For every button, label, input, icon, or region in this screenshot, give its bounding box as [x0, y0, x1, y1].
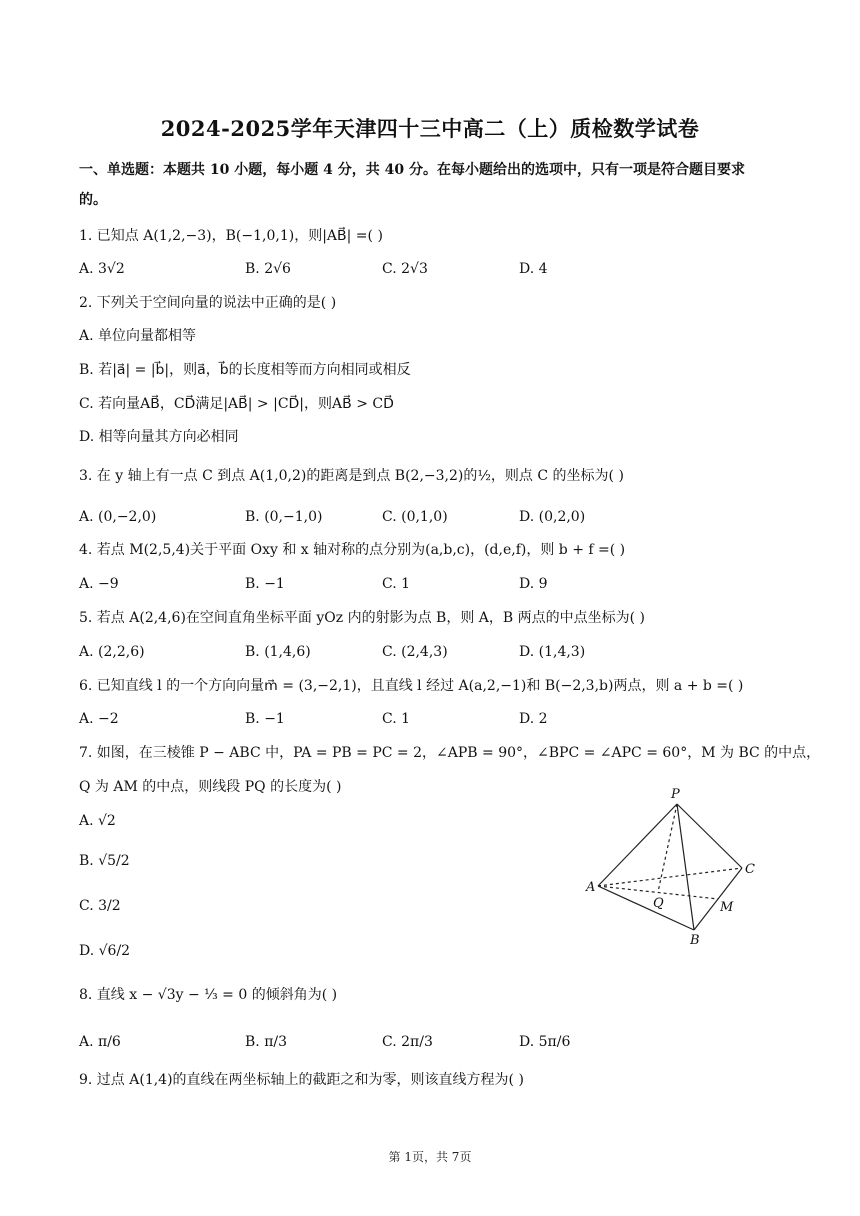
question-1-options [79, 259, 779, 279]
option-b: B. √5/2 [79, 853, 130, 869]
option-c: C. 1 [382, 576, 411, 592]
question-8-stem: 8. 直线 x − √3y − ⅓ = 0 的倾斜角为( ) [79, 987, 338, 1003]
label-p: P [671, 787, 680, 802]
option-a: A. −9 [79, 576, 119, 592]
question-1-stem: 1. 已知点 A(1,2,−3)，B(−1,0,1)，则|AB⃗| =( ) [79, 228, 383, 244]
label-b: B [690, 933, 700, 946]
option-d: D. 相等向量其方向必相同 [79, 429, 239, 445]
question-6-stem: 6. 已知直线 l 的一个方向向量m⃗ = (3,−2,1)，且直线 l 经过 A(a,2,−1)和 B(−2,3,b)两点，则 a + b =( ) [79, 678, 744, 694]
option-c: C. 若向量AB⃗，CD⃗满足|AB⃗| > |CD⃗|，则AB⃗ > CD⃗ [79, 396, 394, 412]
option-d: D. √6/2 [79, 943, 131, 959]
question-9-stem: 9. 过点 A(1,4)的直线在两坐标轴上的截距之和为零，则该直线方程为( ) [79, 1072, 524, 1088]
edge-pc [677, 804, 742, 868]
label-q: Q [653, 896, 664, 911]
option-c: C. (2,4,3) [382, 644, 448, 660]
option-d: D. 4 [519, 261, 548, 277]
option-a: A. (2,2,6) [79, 644, 145, 660]
question-8-options [79, 1032, 779, 1052]
question-4-stem: 4. 若点 M(2,5,4)关于平面 Oxy 和 x 轴对称的点分别为(a,b,c)，(d,e,f)，则 b + f =( ) [79, 542, 626, 558]
question-3-stem: 3. 在 y 轴上有一点 C 到点 A(1,0,2)的距离是到点 B(2,−3,2)的½，则点 C 的坐标为( ) [79, 468, 624, 484]
option-c: C. 1 [382, 711, 411, 727]
option-b: B. −1 [245, 576, 285, 592]
edge-ab [598, 886, 694, 930]
option-a: A. (0,−2,0) [79, 509, 157, 525]
question-5-stem: 5. 若点 A(2,4,6)在空间直角坐标平面 yOz 内的射影为点 B，则 A，B 两点的中点坐标为( ) [79, 610, 645, 626]
page-footer: 第 1页，共 7页 [388, 1150, 472, 1164]
pyramid-figure [584, 786, 764, 946]
label-m: M [720, 900, 734, 915]
label-a: A [586, 880, 596, 895]
option-b: B. (0,−1,0) [245, 509, 323, 525]
option-d: D. (1,4,3) [519, 644, 586, 660]
option-d: D. 5π/6 [519, 1034, 571, 1050]
question-6-options [79, 709, 779, 729]
question-5-options [79, 642, 779, 662]
option-a: A. 3√2 [79, 261, 125, 277]
option-a: A. π/6 [79, 1034, 121, 1050]
question-2-stem: 2. 下列关于空间向量的说法中正确的是( ) [79, 295, 337, 311]
option-c: C. (0,1,0) [382, 509, 448, 525]
option-a: A. −2 [79, 711, 119, 727]
question-7-stem: 7. 如图，在三棱锥 P − ABC 中，PA = PB = PC = 2，∠APB = 90°，∠BPC = ∠APC = 60°，M 为 BC 的中点， [79, 745, 821, 761]
option-d: D. 9 [519, 576, 548, 592]
option-c: C. 2√3 [382, 261, 428, 277]
option-b: B. 若|a⃗| = |b⃗|，则a⃗，b⃗的长度相等而方向相同或相反 [79, 362, 411, 378]
question-7-stem-cont: Q 为 AM 的中点，则线段 PQ 的长度为( ) [79, 779, 342, 795]
question-4-options [79, 574, 779, 594]
option-c: C. 2π/3 [382, 1034, 433, 1050]
option-d: D. 2 [519, 711, 548, 727]
option-a: A. 单位向量都相等 [79, 328, 197, 344]
edge-ac [598, 868, 742, 886]
option-b: B. −1 [245, 711, 285, 727]
option-b: B. (1,4,6) [245, 644, 311, 660]
option-a: A. √2 [79, 813, 116, 829]
section-instructions: 一、单选题：本题共 10 小题，每小题 4 分，共 40 分。在每小题给出的选项中，只有一项是符合题目要求 [79, 162, 745, 178]
question-3-options [79, 507, 779, 527]
label-c: C [745, 862, 755, 877]
segment-pq [658, 804, 677, 892]
edge-pa [598, 804, 677, 886]
option-c: C. 3/2 [79, 898, 121, 914]
section-instructions-cont: 的。 [79, 192, 107, 208]
option-b: B. π/3 [245, 1034, 288, 1050]
edge-pb [677, 804, 694, 930]
option-d: D. (0,2,0) [519, 509, 586, 525]
option-b: B. 2√6 [245, 261, 291, 277]
exam-title: 2024-2025学年天津四十三中高二（上）质检数学试卷 [160, 116, 700, 141]
